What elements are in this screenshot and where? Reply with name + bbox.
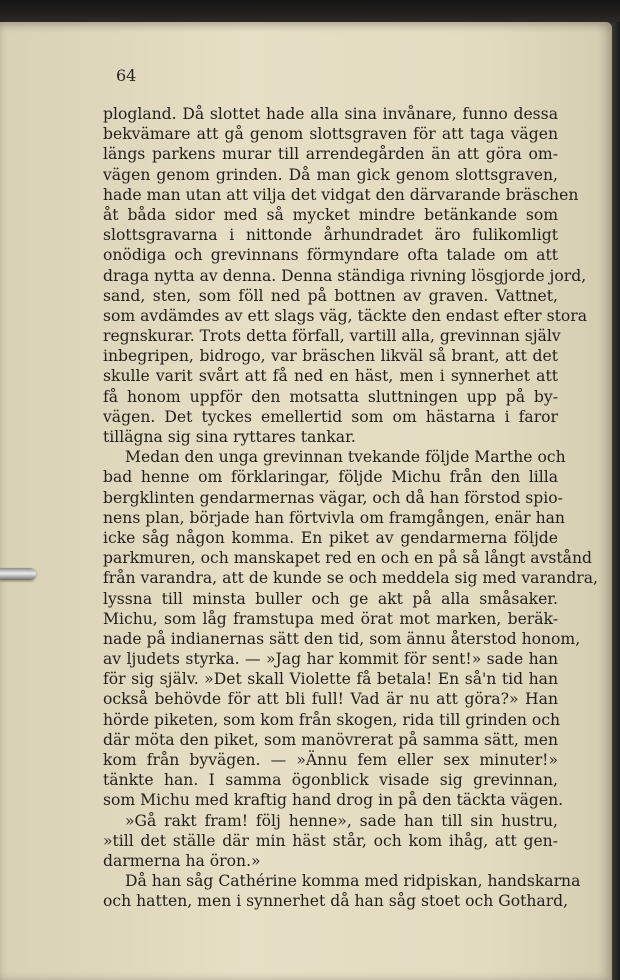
text-line: kom från byvägen. — »Ännu fem eller sex minuter!» [103,751,558,769]
text-line: skulle varit svårt att få ned en häst, men i synnerhet att [103,367,558,386]
paragraph [103,447,598,810]
text-line: som Michu med kraftig hand drog in på den täckta vägen. [103,791,564,810]
text-line: »till det ställe där min häst står, och kom ihåg, att gen- [103,831,558,850]
text-line: sand, sten, som föll ned på bottnen av graven. Vattnet, [103,286,558,305]
scanner-top-strip [0,0,620,22]
text-line: »Gå rakt fram! följ henne», sade han till sin hustru, [125,811,558,830]
text-line: där möta den piket, som manövrerat på samma sätt, men [103,730,558,749]
text-line: vägen. Det tyckes emellertid som om hästarna i faror [103,407,558,426]
text-line: onödiga och grevinnans förmyndare ofta talade om att [103,246,558,265]
text-line: vägen genom grinden. Då man gick genom slottsgraven, [103,165,558,184]
text-line: tänkte han. I samma ögonblick visade sig grevinnan, [103,771,558,790]
text-line: darmerna ha öron.» [103,851,261,870]
body-text [103,104,598,912]
text-line: icke såg någon komma. En piket av gendarmerna följde [103,528,558,547]
text-line: också behövde för att bli full! Vad är nu att göra?» Han [103,690,558,709]
text-line: Michu, som låg framstupa med örat mot marken, beräk- [103,609,558,628]
text-line: nade på indianernas sätt den tid, som ännu återstod honom, [103,629,581,648]
paragraph [103,811,558,872]
text-line: längs parkens murar till arrendegården än att göra om- [103,145,558,164]
text-line: för sig själv. »Det skall Violette få betala! En så'n tid han [103,670,558,689]
page-clip [0,568,36,580]
text-line: Då han såg Cathérine komma med ridpiskan, handskarna [125,872,581,891]
text-line: slottsgravarna i nittonde århundradet äro fulikomligt [103,226,558,245]
text-line: bergklinten gendarmernas vägar, och då han förstod spio- [103,488,563,507]
text-line: regnskurar. Trots detta förfall, vartill alla, grevinnan själv [103,327,561,346]
text-line: som avdämdes av ett slags väg, täckte den endast efter stora [103,306,587,325]
book-edge [612,22,620,980]
text-line: nens plan, började han förtvivla om framgången, enär han [103,508,565,527]
text-line: plogland. Då slottet hade alla sina invånare, funno dessa [103,105,558,123]
paragraph [103,104,587,447]
text-line: från varandra, att de kunde se och meddela sig med varandra, [103,569,598,588]
text-line: tillägna sig sina ryttares tankar. [103,428,356,446]
text-line: Medan den unga grevinnan tvekande följde Marthe och [125,448,566,467]
text-line: och hatten, men i synnerhet då han såg stoet och Gothard, [103,892,569,911]
text-line: av ljudets styrka. — »Jag har kommit för sent!» sade han [103,650,558,669]
text-line: åt båda sidor med så mycket mindre betänkande som [103,205,558,224]
text-line: hade man utan att vilja det vidgat den därvarande bräschen [103,185,579,204]
paragraph [103,871,581,911]
text-line: bekvämare att gå genom slottsgraven för att taga vägen [103,125,558,144]
text-line: få honom uppför den motsatta sluttningen upp på by- [103,387,558,406]
text-line: bad henne om förklaringar, följde Michu från den lilla [103,468,558,487]
page-number: 64 [116,66,137,85]
text-line: inbegripen, bidrogo, var bräschen likväl så brant, att det [103,347,558,366]
text-line: parkmuren, och manskapet red en och en på så långt avstånd [103,549,593,568]
text-line: draga nytta av denna. Denna ständiga rivning lösgjorde jord, [103,266,587,285]
text-line: lyssna till minsta buller och ge akt på alla småsaker. [103,589,558,608]
text-line: hörde piketen, som kom från skogen, rida till grinden och [103,710,561,729]
